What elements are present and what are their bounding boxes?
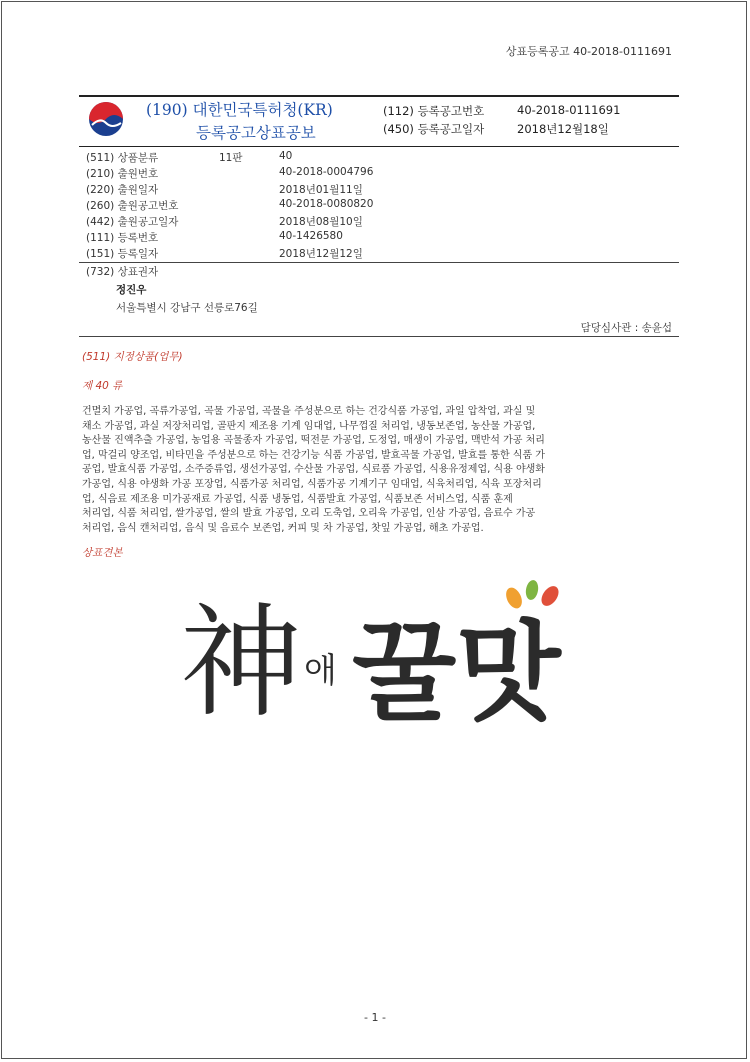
- accent-red-leaf: [538, 583, 562, 609]
- agency-name: (190) 대한민국특허청(KR): [146, 101, 333, 119]
- bib-label: (111) 등록번호: [86, 232, 159, 244]
- publication-number-value: 40-2018-0111691: [517, 103, 621, 117]
- goods-line: 공업, 발효식품 가공업, 소주증류업, 생선가공업, 수산물 가공업, 식료품 가공업, 식용유정제업, 식용 야생화: [82, 464, 545, 476]
- bulletin-title: 등록공고상표공보: [196, 124, 316, 142]
- bib-value: 40-1426580: [279, 230, 343, 242]
- bib-edition: 11판: [219, 152, 243, 164]
- bib-label: (220) 출원일자: [86, 184, 159, 196]
- mark-char-kkulmat: 꿀맛: [352, 611, 561, 730]
- document-reference: 상표등록공고 40-2018-0111691: [505, 45, 672, 58]
- goods-line: 처리업, 식품 처리업, 쌀가공업, 쌀의 발효 가공업, 오리 도축업, 오리육 가공업, 인삼 가공업, 음료수 가공: [82, 508, 536, 520]
- examiner-divider: [79, 336, 679, 337]
- accent-orange-leaf: [503, 585, 525, 611]
- bib-value: 40: [279, 150, 293, 162]
- publication-date-label: (450) 등록공고일자: [383, 122, 485, 136]
- title-rule-bottom: [79, 146, 679, 147]
- class-heading: 제 40 류: [82, 380, 123, 392]
- goods-line: 농산물 진액추출 가공업, 농업용 곡물종자 가공업, 떡전문 가공업, 도정업, 매생이 가공업, 맥반석 가공 처리: [82, 435, 545, 447]
- bib-value: 40-2018-0080820: [279, 198, 374, 210]
- bib-label: (151) 등록일자: [86, 248, 159, 260]
- accent-green-leaf: [524, 580, 539, 601]
- bib-value: 2018년08월10일: [279, 216, 363, 228]
- bib-label: (511) 상품분류: [86, 152, 159, 164]
- trademark-logo: [180, 580, 600, 730]
- goods-line: 처리업, 음식 캔처리업, 음식 및 음료수 보존업, 커피 및 차 가공업, 찻잎 가공업, 해초 가공업.: [82, 522, 484, 534]
- owner-label: (732) 상표권자: [86, 266, 159, 278]
- publication-date-value: 2018년12월18일: [517, 122, 609, 136]
- bib-label: (260) 출원공고번호: [86, 200, 179, 212]
- examiner: 담당심사관 : 송윤섭: [580, 322, 672, 334]
- owner-name: 정진우: [116, 284, 147, 296]
- bib-label: (210) 출원번호: [86, 168, 159, 180]
- bib-value: 2018년01월11일: [279, 184, 363, 196]
- bib-divider: [79, 262, 679, 263]
- goods-line: 채소 가공업, 과실 저장처리업, 골판지 제조용 기계 임대업, 나무껍질 처리업, 냉동보존업, 농산물 가공업,: [82, 420, 536, 432]
- mark-char-god: 神: [180, 592, 302, 730]
- owner-address: 서울특별시 강남구 선릉로76길: [116, 302, 258, 314]
- page-number: - 1 -: [364, 1011, 386, 1024]
- goods-line: 건멸치 가공업, 곡류가공업, 곡물 가공업, 곡물을 주성분으로 하는 건강식품 가공업, 과일 압착업, 과실 및: [82, 406, 536, 417]
- designated-goods-heading: (511) 지정상품(업무): [82, 351, 183, 363]
- bib-value: 2018년12월12일: [279, 248, 363, 260]
- goods-line: 업, 막걸리 양조업, 비타민을 주성분으로 하는 건강기능 식품 가공업, 발효곡물 가공업, 발효를 통한 식품 가: [82, 449, 545, 461]
- bib-value: 40-2018-0004796: [279, 166, 374, 178]
- goods-line: 업, 식음료 제조용 미가공재료 가공업, 식품 냉동업, 식품발효 가공업, 식품보존 서비스업, 식품 훈제: [82, 493, 513, 505]
- mark-char-ae: 애: [304, 651, 337, 691]
- designated-goods-list: [82, 405, 682, 536]
- title-rule-top: [79, 95, 679, 97]
- government-emblem-icon: [88, 101, 124, 137]
- trademark-heading: 상표견본: [82, 547, 123, 559]
- goods-line: 가공업, 식용 야생화 가공 포장업, 식품가공 처리업, 식품가공 기계기구 임대업, 식육처리업, 식육 포장처리: [82, 478, 542, 490]
- publication-number-label: (112) 등록공고번호: [383, 104, 485, 118]
- bib-label: (442) 출원공고일자: [86, 216, 179, 228]
